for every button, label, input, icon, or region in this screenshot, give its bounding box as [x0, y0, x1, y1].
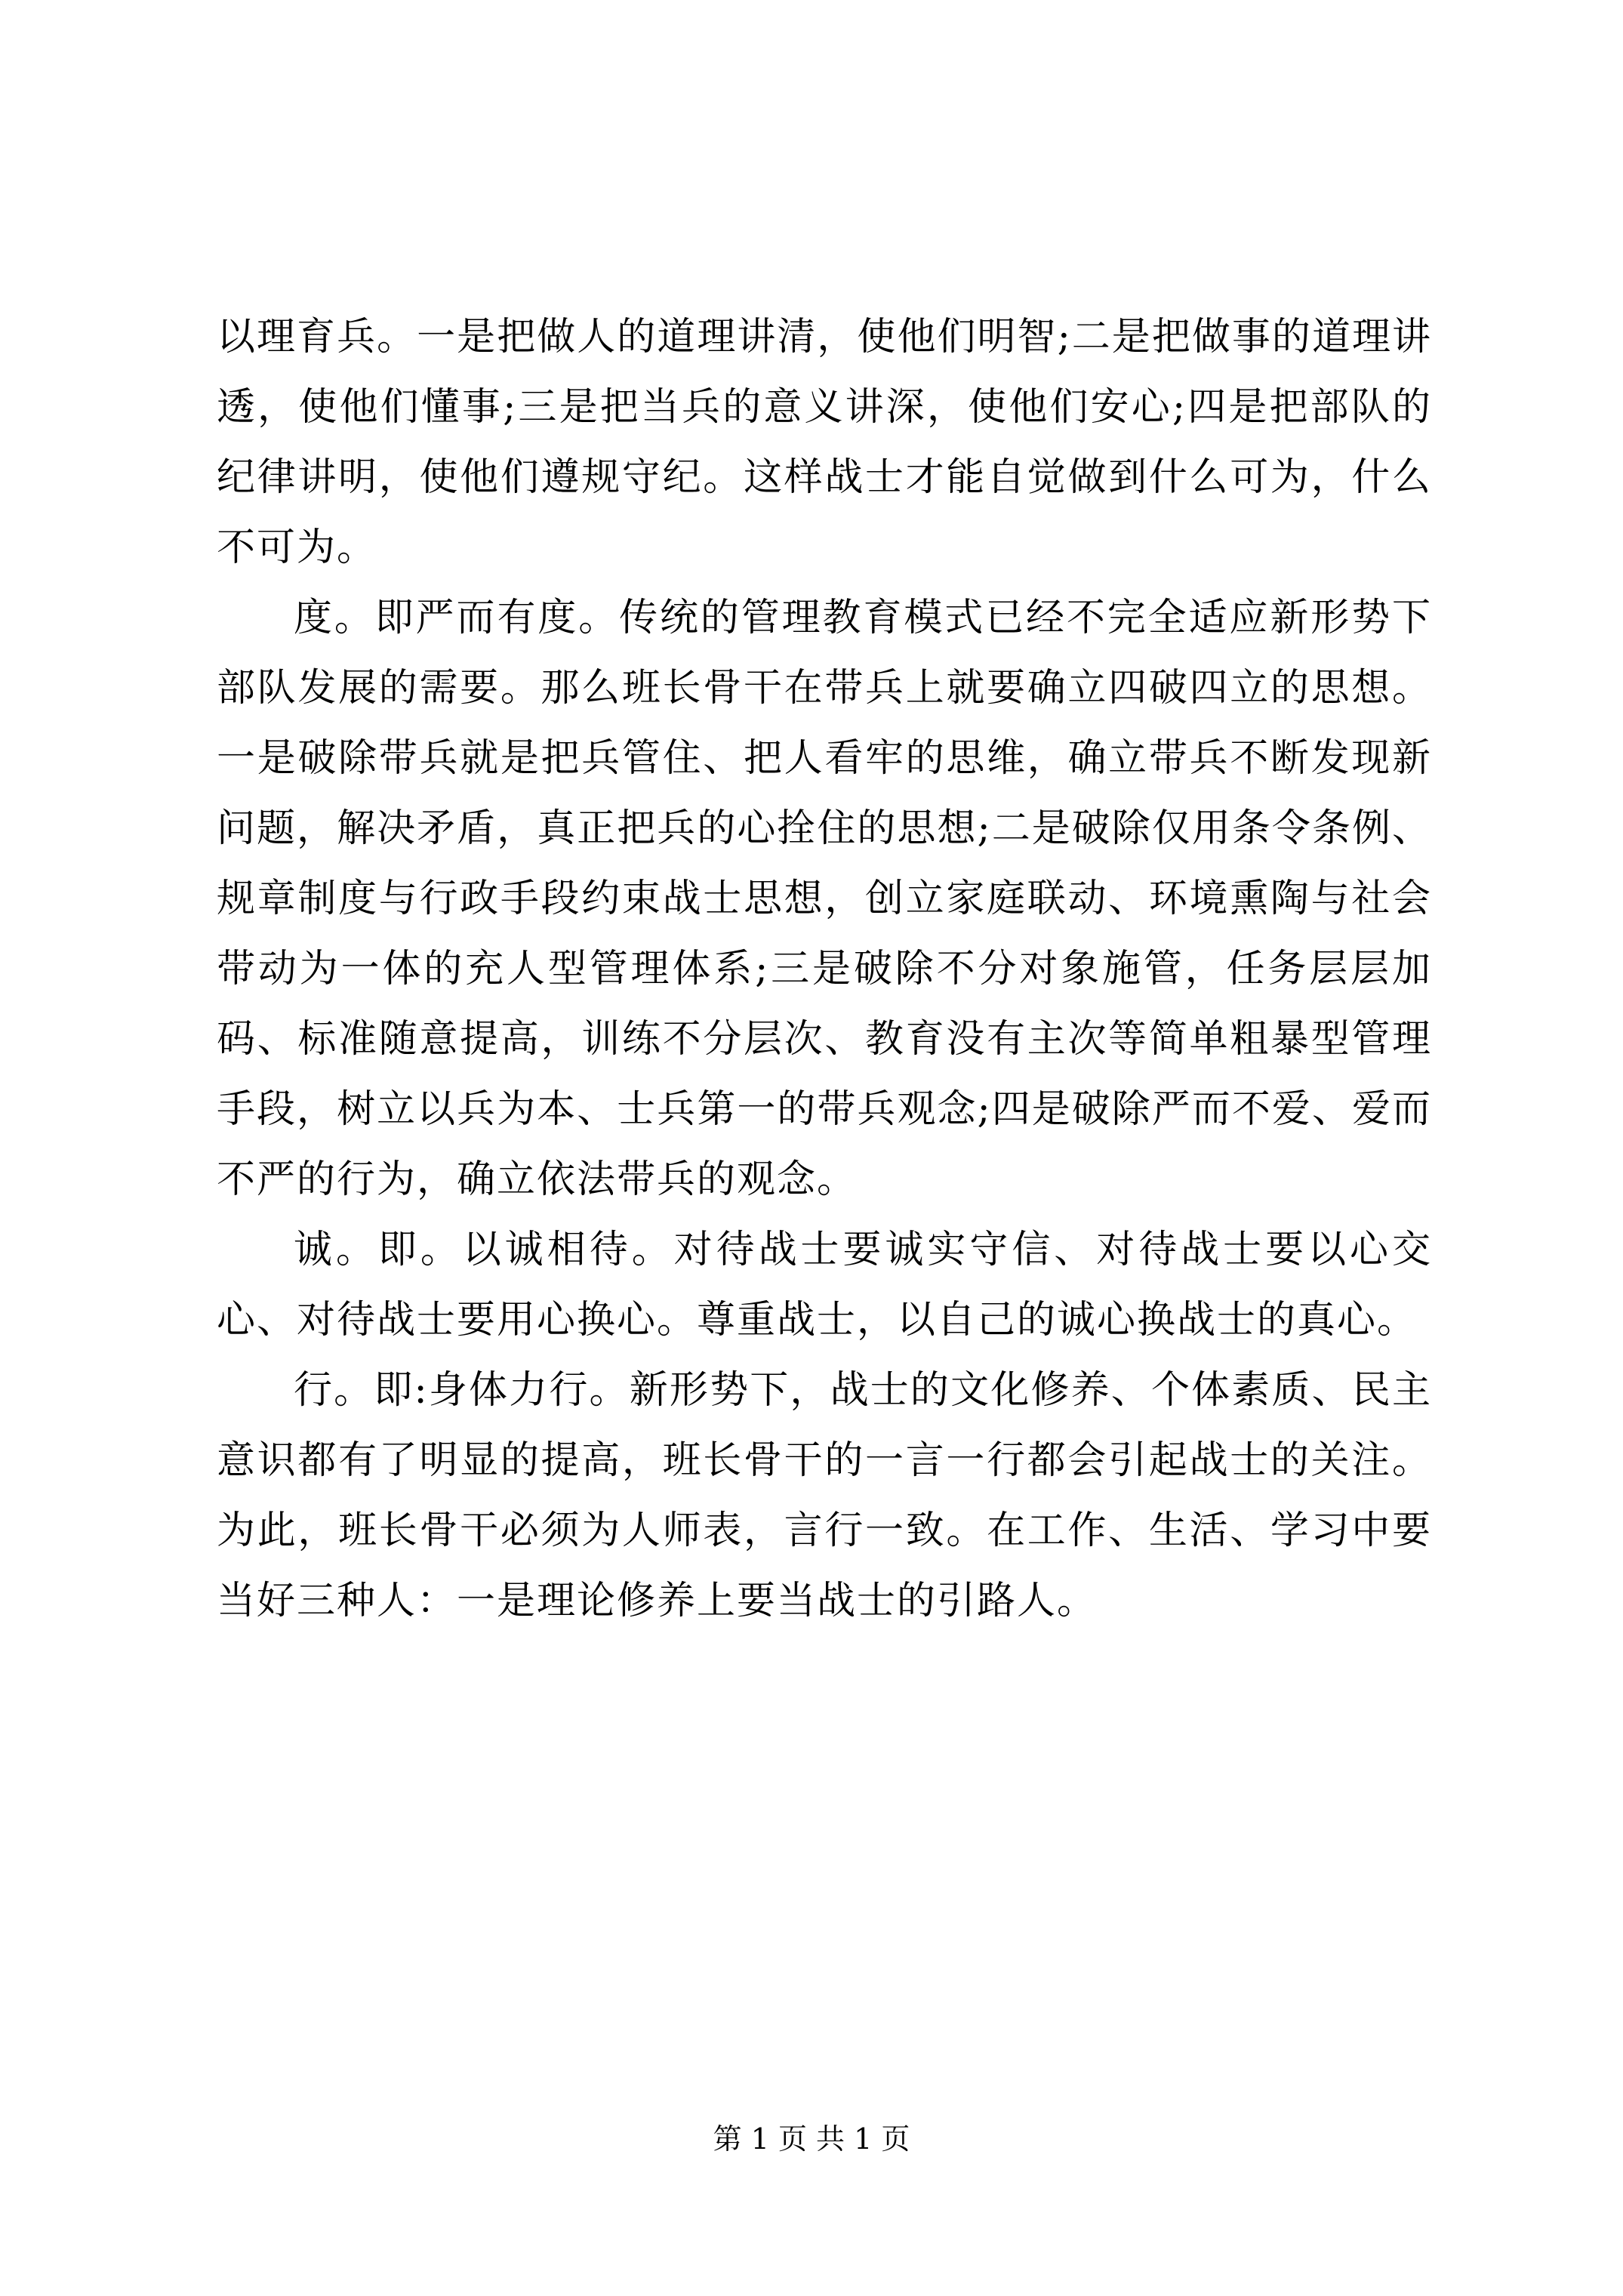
paragraph-1: 以理育兵。一是把做人的道理讲清，使他们明智;二是把做事的道理讲透，使他们懂事;三是把当兵的意义讲深，使他们安心;四是把部队的纪律讲明，使他们遵规守纪。这样战士才能自觉做到什么可为，什么不可为。 [217, 315, 1432, 570]
paragraph-3: 诚。即。以诚相待。对待战士要诚实守信、对待战士要以心交心、对待战士要用心换心。尊重战士，以自己的诚心换战士的真心。 [217, 1228, 1432, 1342]
paragraph-2: 度。即严而有度。传统的管理教育模式已经不完全适应新形势下部队发展的需要。那么班长骨干在带兵上就要确立四破四立的思想。一是破除带兵就是把兵管住、把人看牢的思维，确立带兵不断发现新问题，解决矛盾，真正把兵的心拴住的思想;二是破除仅用条令条例、规章制度与行政手段约束战士思想，创立家庭联动、环境熏陶与社会带动为一体的充人型管理体系;三是破除不分对象施管，任务层层加码、标准随意提高，训练不分层次、教育没有主次等简单粗暴型管理手段，树立以兵为本、士兵第一的带兵观念;四是破除严而不爱、爱而不严的行为，确立依法带兵的观念。 [217, 596, 1432, 1202]
document-body [217, 302, 1432, 1636]
paragraph-4: 行。即:身体力行。新形势下，战士的文化修养、个体素质、民主意识都有了明显的提高，班长骨干的一言一行都会引起战士的关注。为此，班长骨干必须为人师表，言行一致。在工作、生活、学习中要当好三种人：一是理论修养上要当战士的引路人。 [217, 1368, 1432, 1623]
page-footer: 第 1 页 共 1 页 [713, 2122, 910, 2156]
